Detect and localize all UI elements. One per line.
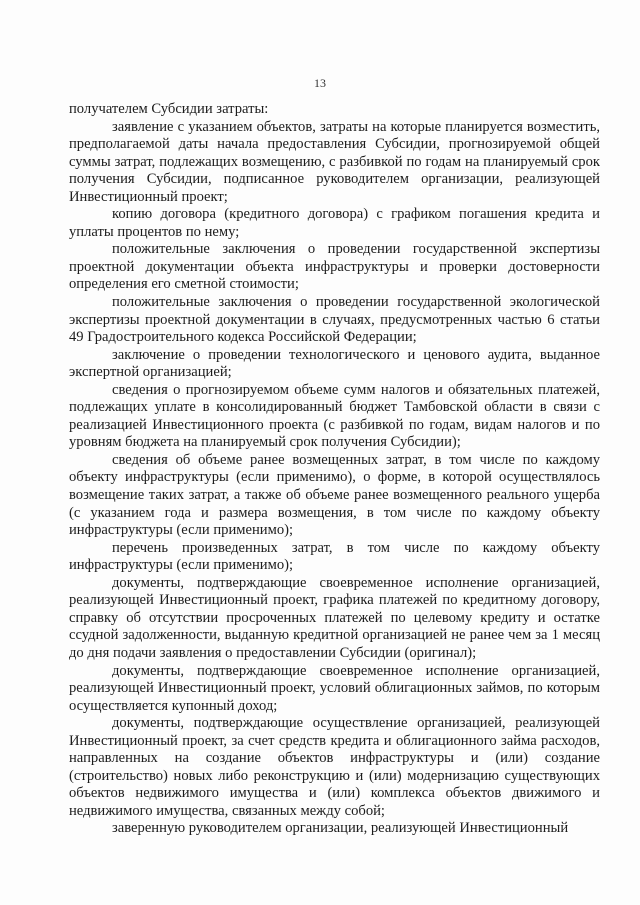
paragraph-tax-forecast: сведения о прогнозируемом объеме сумм налогов и обязательных платежей, подлежащих уплате в консолидированный бюджет Тамбовской области в связи с реализацией Инвестиционного проекта (с разбивкой по годам, видам налогов и по уровням бюджета на планируемый срок получения Субсидии); xyxy=(69,381,600,451)
paragraph-expense-documents: документы, подтверждающие осуществление организацией, реализующей Инвестиционный проект, за счет средств кредита и облигационного займа расходов, направленных на создание объектов инфраструктуры и (или) создание (строительство) новых либо реконструкцию и (или) модернизацию существующих объектов недвижимого имущества и (или) комплекса объектов движимого и недвижимого имущества, связанных между собой; xyxy=(69,715,600,819)
paragraph-state-expertise: положительные заключения о проведении государственной экспертизы проектной документации объекта инфраструктуры и проверки достоверности определения его сметной стоимости; xyxy=(69,241,600,293)
paragraph-application-statement: заявление с указанием объектов, затраты на которые планируется возместить, предполагаемой даты начала предоставления Субсидии, прогнозируемой общей суммы затрат, подлежащих возмещению, с разбивкой по годам на планируемый срок получения Субсидии, подписанное руководителем организации, реализующей Инвестиционный проект; xyxy=(69,118,600,205)
paragraph-certified-copy: заверенную руководителем организации, реализующей Инвестиционный xyxy=(112,820,569,837)
paragraph-loan-agreement-copy: копию договора (кредитного договора) с графиком погашения кредита и уплаты процентов по нему; xyxy=(69,206,600,240)
document-body xyxy=(69,101,600,838)
paragraph-continuation: получателем Субсидии затраты: xyxy=(69,101,269,117)
paragraph-costs-list: перечень произведенных затрат, в том числе по каждому объекту инфраструктуры (если применимо); xyxy=(69,539,600,574)
paragraph-previously-reimbursed-costs: сведения об объеме ранее возмещенных затрат, в том числе по каждому объекту инфраструктуры (если применимо), о форме, в которой осуществлялось возмещение таких затрат, а также об объеме ранее возмещенного реального ущерба (с указанием года и размера возмещения, в том числе по каждому объекту инфраструктуры (если применимо); xyxy=(69,451,600,539)
paragraph-technology-audit: заключение о проведении технологического и ценового аудита, выданное экспертной организацией; xyxy=(69,346,600,381)
page-number: 13 xyxy=(314,76,326,90)
paragraph-loan-payment-documents: документы, подтверждающие своевременное исполнение организацией, реализующей Инвестиционный проект, графика платежей по кредитному договору, справку об отсутствии просроченных платежей по целевому кредиту и остатке ссудной задолженности, выданную кредитной организацией не ранее чем за 1 месяц до дня подачи заявления о предоставлении Субсидии (оригинал); xyxy=(69,574,600,661)
paragraph-bond-documents: документы, подтверждающие своевременное исполнение организацией, реализующей Инвестиционный проект, условий облигационных займов, по которым осуществляется купонный доход; xyxy=(69,662,600,714)
paragraph-ecological-expertise: положительные заключения о проведении государственной экологической экспертизы проектной документации в случаях, предусмотренных частью 6 статьи 49 Градостроительного кодекса Российской Федерации; xyxy=(69,294,600,346)
